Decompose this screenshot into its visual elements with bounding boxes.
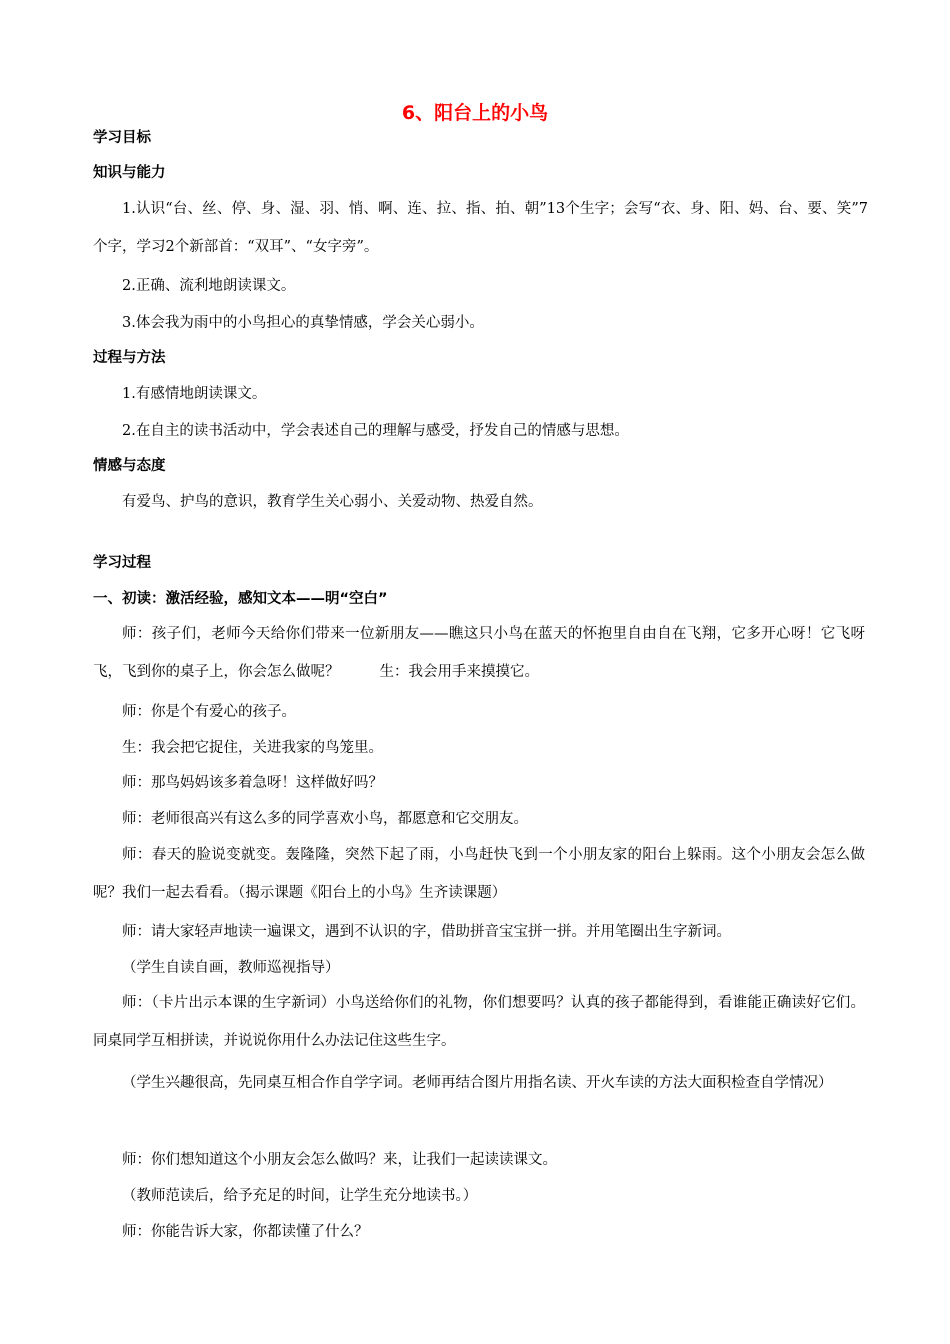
knowledge-heading: 知识与能力 — [93, 165, 166, 181]
process-item-2: 2.在自主的读书活动中，学会表述自己的理解与感受，抒发自己的情感与思想。 — [122, 423, 629, 439]
dialogue-line: 生：我会把它捉住，关进我家的鸟笼里。 — [122, 740, 383, 756]
dialogue-line: 师：你们想知道这个小朋友会怎么做吗？来，让我们一起读读课文。 — [122, 1152, 557, 1168]
stage-direction: （教师范读后，给予充足的时间，让学生充分地读书。） — [122, 1188, 478, 1204]
stage-direction: （学生自读自画，教师巡视指导） — [122, 960, 340, 976]
dialogue-line: 师：你是个有爱心的孩子。 — [122, 704, 296, 720]
dialogue-paragraph: 师：春天的脸说变就变。轰隆隆，突然下起了雨，小鸟赶快飞到一个小朋友家的阳台上躲雨。这个小朋友会怎么做呢？我们一起去看看。（揭示课题《阳台上的小鸟》生齐读课题） — [93, 847, 865, 901]
emotion-heading: 情感与态度 — [93, 458, 166, 474]
process-heading: 过程与方法 — [93, 350, 166, 366]
knowledge-item-2: 2.正确、流利地朗读课文。 — [122, 278, 296, 294]
dialogue-line: 师：那鸟妈妈该多着急呀！这样做好吗？ — [122, 775, 383, 791]
learning-heading: 学习过程 — [93, 555, 151, 571]
section1-heading: 一、初读：激活经验，感知文本——明“空白” — [93, 591, 388, 607]
dialogue-line: 师：请大家轻声地读一遍课文，遇到不认识的字，借助拼音宝宝拼一拼。并用笔圈出生字新词。 — [122, 924, 731, 940]
dialogue-paragraph: 师：（卡片出示本课的生字新词）小鸟送给你们的礼物，你们想要吗？认真的孩子都能得到，看谁能正确读好它们。同桌同学互相拼读，并说说你用什么办法记住这些生字。 — [93, 995, 865, 1049]
dialogue-paragraph — [93, 615, 865, 691]
page-title: 6、阳台上的小鸟 — [401, 102, 549, 124]
stage-direction: （学生兴趣很高，先同桌互相合作自学字词。老师再结合图片用指名读、开火车读的方法大面积检查自学情况） — [122, 1075, 833, 1091]
dialogue-line: 师：老师很高兴有这么多的同学喜欢小鸟，都愿意和它交朋友。 — [122, 811, 528, 827]
dialogue-line: 生：我会用手来摸摸它。 — [379, 664, 539, 680]
process-item-1: 1.有感情地朗读课文。 — [122, 386, 267, 402]
goals-heading: 学习目标 — [93, 130, 151, 146]
dialogue-line: 师：你能告诉大家，你都读懂了什么？ — [122, 1224, 369, 1240]
knowledge-item-1: 1.认识“台、丝、停、身、湿、羽、悄、啊、连、拉、指、拍、朝”13个生字；会写“衣、身、阳、妈、台、要、笑”7个字，学习2个新部首：“双耳”、“女字旁”。 — [93, 201, 868, 255]
emotion-item-1: 有爱鸟、护鸟的意识，教育学生关心弱小、关爱动物、热爱自然。 — [122, 494, 543, 510]
knowledge-item-3: 3.体会我为雨中的小鸟担心的真挚情感，学会关心弱小。 — [122, 315, 484, 331]
dialogue-line: 师：孩子们，老师今天给你们带来一位新朋友——瞧这只小鸟在蓝天的怀抱里自由自在飞翔，它多开心呀！它飞呀飞，飞到你的桌子上，你会怎么做呢？ — [93, 626, 865, 680]
